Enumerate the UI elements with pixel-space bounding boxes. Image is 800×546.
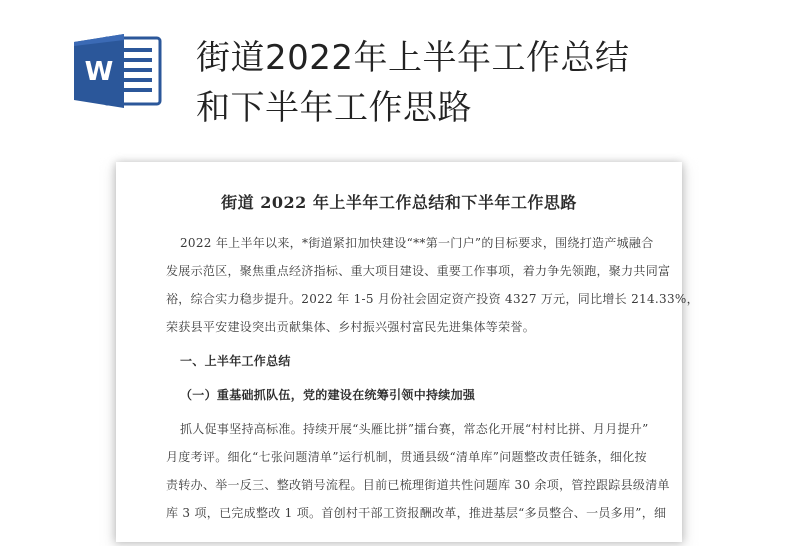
document-title: 街道 2022 年上半年工作总结和下半年工作思路 [221,193,577,212]
word-document-icon [74,32,166,110]
section-heading: 一、上半年工作总结 [180,354,291,368]
page-title-line-2: 和下半年工作思路 [196,88,472,128]
body-line: 荣获县平安建设突出贡献集体、乡村振兴强村富民先进集体等荣誉。 [166,320,536,334]
document-page [116,162,699,542]
subsection-heading: （一）重基础抓队伍，党的建设在统筹引领中持续加强 [180,388,476,402]
body-line: 发展示范区，聚焦重点经济指标、重大项目建设、重要工作事项，着力争先领跑，聚力共同富 [166,264,671,278]
body-line: 2022 年上半年以来，*街道紧扣加快建设“**第一门户”的目标要求，围绕打造产城融合 [180,236,654,250]
body-line: 责转办、举一反三、整改销号流程。目前已梳理街道共性问题库 30 余项，管控跟踪县级清单 [166,478,670,492]
header [0,0,800,150]
body-line: 月度考评。细化“七张问题清单”运行机制，贯通县级“清单库”问题整改责任链条，细化按 [166,450,647,464]
word-icon-letter: W [84,57,114,87]
page-title-line-1: 街道2022年上半年工作总结 [196,38,630,78]
body-line: 库 3 项，已完成整改 1 项。首创村干部工资报酬改革，推进基层“多员整合、一员多用”，细 [166,506,667,520]
body-line: 抓人促事坚持高标准。持续开展“头雁比拼”擂台赛，常态化开展“村村比拼、月月提升” [180,422,649,436]
body-line: 裕，综合实力稳步提升。2022 年 1-5 月份社会固定资产投资 4327 万元，同比增长 214.33%， [166,292,699,306]
